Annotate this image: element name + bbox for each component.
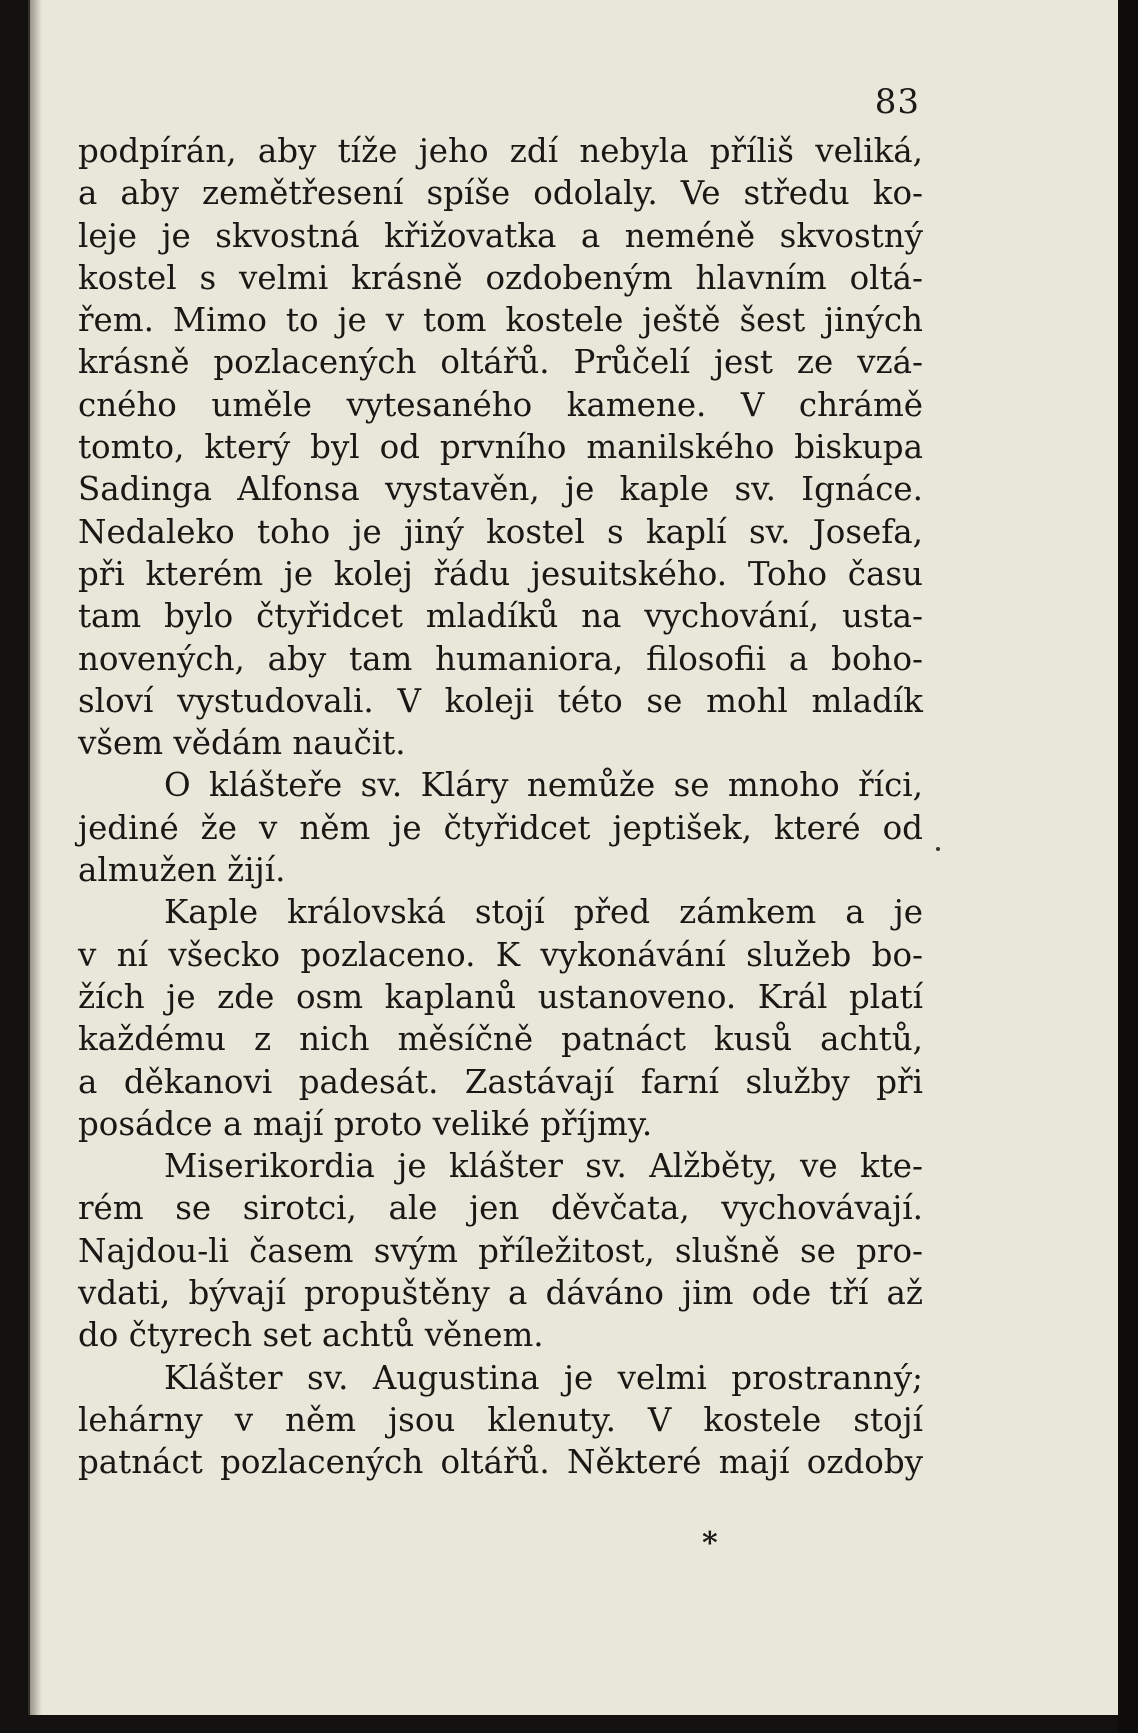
text-line: do čtyrech set achtů věnem. [78, 1316, 544, 1355]
text-line: sloví vystudovali. V koleji této se mohl mladík [78, 681, 923, 720]
text-line: patnáct pozlacených oltářů. Některé mají ozdoby [78, 1443, 923, 1482]
text-line: a aby zemětřesení spíše odolaly. Ve středu ko- [78, 174, 923, 213]
text-line: posádce a mají proto veliké příjmy. [78, 1104, 653, 1143]
text-line: Kaple královská stojí před zámkem a je [164, 893, 923, 932]
gutter-shadow [28, 0, 42, 1715]
text-line: Miserikordia je klášter sv. Alžběty, ve kte- [164, 1147, 923, 1186]
text-line: cného uměle vytesaného kamene. V chrámě [78, 385, 923, 424]
text-line: podpírán, aby tíže jeho zdí nebyla příliš veliká, [78, 132, 923, 170]
page-number: 83 [874, 82, 920, 122]
text-line: každému z nich měsíčně patnáct kusů achtů, [78, 1020, 923, 1059]
text-line: novených, aby tam humaniora, filosofii a boho- [78, 639, 923, 678]
text-line: Sadinga Alfonsa vystavěn, je kaple sv. Ignáce. [78, 470, 923, 509]
text-line: při kterém je kolej řádu jesuitského. Toho času [78, 554, 923, 593]
body-text [78, 130, 923, 1484]
text-line: Klášter sv. Augustina je velmi prostranný; [164, 1358, 923, 1397]
text-line: lehárny v něm jsou klenuty. V kostele stojí [78, 1400, 923, 1439]
text-line: almužen žijí. [78, 851, 286, 890]
text-line: vdati, bývají propuštěny a dáváno jim ode tří až [78, 1274, 923, 1313]
text-line: krásně pozlacených oltářů. Průčelí jest ze vzá- [78, 343, 923, 382]
text-line: rém se sirotci, ale jen děvčata, vychovávají. [78, 1189, 923, 1228]
text-line: jediné že v něm je čtyřidcet jeptišek, které od [78, 808, 923, 847]
text-line: tomto, který byl od prvního manilského biskupa [78, 428, 923, 467]
page-edge [1118, 0, 1138, 1733]
text-line: a děkanovi padesát. Zastávají farní služby při [78, 1062, 923, 1101]
text-line: kostel s velmi krásně ozdobeným hlavním oltá- [78, 258, 923, 297]
text-line: žích je zde osm kaplanů ustanoveno. Král platí [78, 977, 923, 1016]
text-line: Nedaleko toho je jiný kostel s kaplí sv. Josefa, [78, 512, 923, 551]
text-line: O klášteře sv. Kláry nemůže se mnoho říci, [164, 766, 923, 805]
signature-mark: * [702, 1526, 718, 1561]
text-line: všem vědám naučit. [78, 724, 406, 763]
text-line: v ní všecko pozlaceno. K vykonávání služeb bo- [78, 935, 923, 974]
text-line: řem. Mimo to je v tom kostele ještě šest jiných [78, 301, 923, 340]
ink-speck [936, 847, 940, 851]
text-line: Najdou-li časem svým příležitost, slušně se pro- [78, 1231, 923, 1270]
text-line: tam bylo čtyřidcet mladíků na vychování, usta- [78, 597, 923, 636]
text-line: leje je skvostná křižovatka a neméně skvostný [78, 216, 923, 255]
